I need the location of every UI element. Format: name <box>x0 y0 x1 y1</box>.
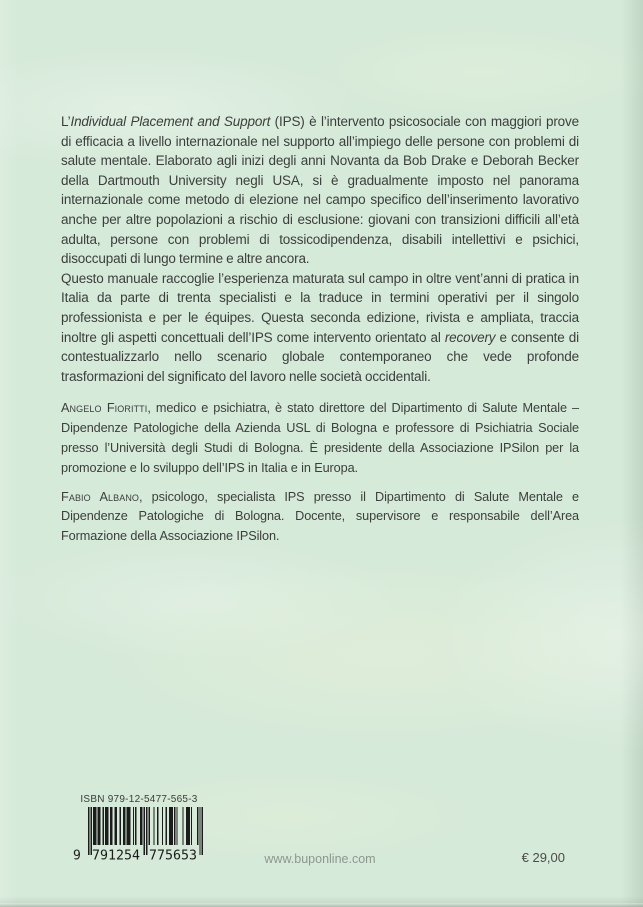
blurb-p1-body: (IPS) è l’intervento psicosociale con maggiori prove di efficacia a livello internazionale nel supporto all’impiego delle persone con problemi di salute mentale. Elaborato agli inizi degli anni Novanta da Bob Drake e Deborah Becker della Dartmouth University negli USA, si è gradualmente imposto nel panorama internazionale come metodo di elezione nel campo specifico dell’inserimento lavorativo anche per altre popolazioni a rischio di esclusione: giovani con transizioni difficili all’età adulta, persone con problemi di tossicodipendenza, disabili intellettivi e psichici, disoccupati di lungo termine e altre ancora. <box>61 114 579 267</box>
isbn-block <box>70 794 208 863</box>
publisher-website: www.buponline.com <box>264 852 376 866</box>
svg-text:791254: 791254 <box>92 848 141 863</box>
author-bio-fioritti <box>61 399 579 478</box>
author-name-albano: Fabio Albano <box>61 489 140 504</box>
author-bio-albano-text: , psicologo, specialista IPS presso il Dipartimento di Salute Mentale e Dipendenze Patologiche di Bologna. Docente, supervisore e responsabile dell’Area Formazione della Associazione IPSilon. <box>61 489 579 544</box>
author-bio-albano <box>61 488 579 547</box>
ean13-barcode <box>70 807 208 863</box>
svg-text:9: 9 <box>73 848 81 863</box>
blurb-paragraph-1 <box>61 112 579 269</box>
back-cover-text-block <box>61 112 579 547</box>
blurb-p2-recovery-italic: recovery <box>444 329 496 345</box>
author-bio-fioritti-text: , medico e psichiatra, è stato direttore del Dipartimento di Salute Mentale – Dipendenze Patologiche della Azienda USL di Bologna e professore di Psichiatria Sociale presso l’Università degli Studi di Bologna. È presidente della Associazione IPSilon per la promozione e lo sviluppo dell’IPS in Italia e in Europa. <box>61 401 579 475</box>
price-label: € 29,00 <box>521 850 565 865</box>
svg-text:775653: 775653 <box>149 848 197 863</box>
blurb-paragraph-2 <box>61 269 579 387</box>
isbn-label: ISBN 979-12-5477-565-3 <box>80 794 198 805</box>
book-blurb <box>61 112 579 386</box>
blurb-p1-lead: L’ <box>61 114 71 129</box>
blurb-p2-body-end: e consente di contestualizzarlo nello scenario globale contemporaneo che vede profonde trasformazioni del significato del lavoro nelle società occidentali. <box>61 329 579 384</box>
blurb-p1-title-italic: Individual Placement and Support <box>70 114 271 129</box>
author-name-fioritti: Angelo Fioritti <box>61 401 148 416</box>
blurb-p2-body-start: Questo manuale raccoglie l’esperienza maturata sul campo in oltre vent’anni di pratica in Italia da parte di trenta specialisti e la traduce in termini operativi per il singolo professionista e per le équipes. Questa seconda edizione, rivista e ampliata, traccia inoltre gli aspetti concettuali dell’IPS come intervento orientato al <box>61 270 579 345</box>
